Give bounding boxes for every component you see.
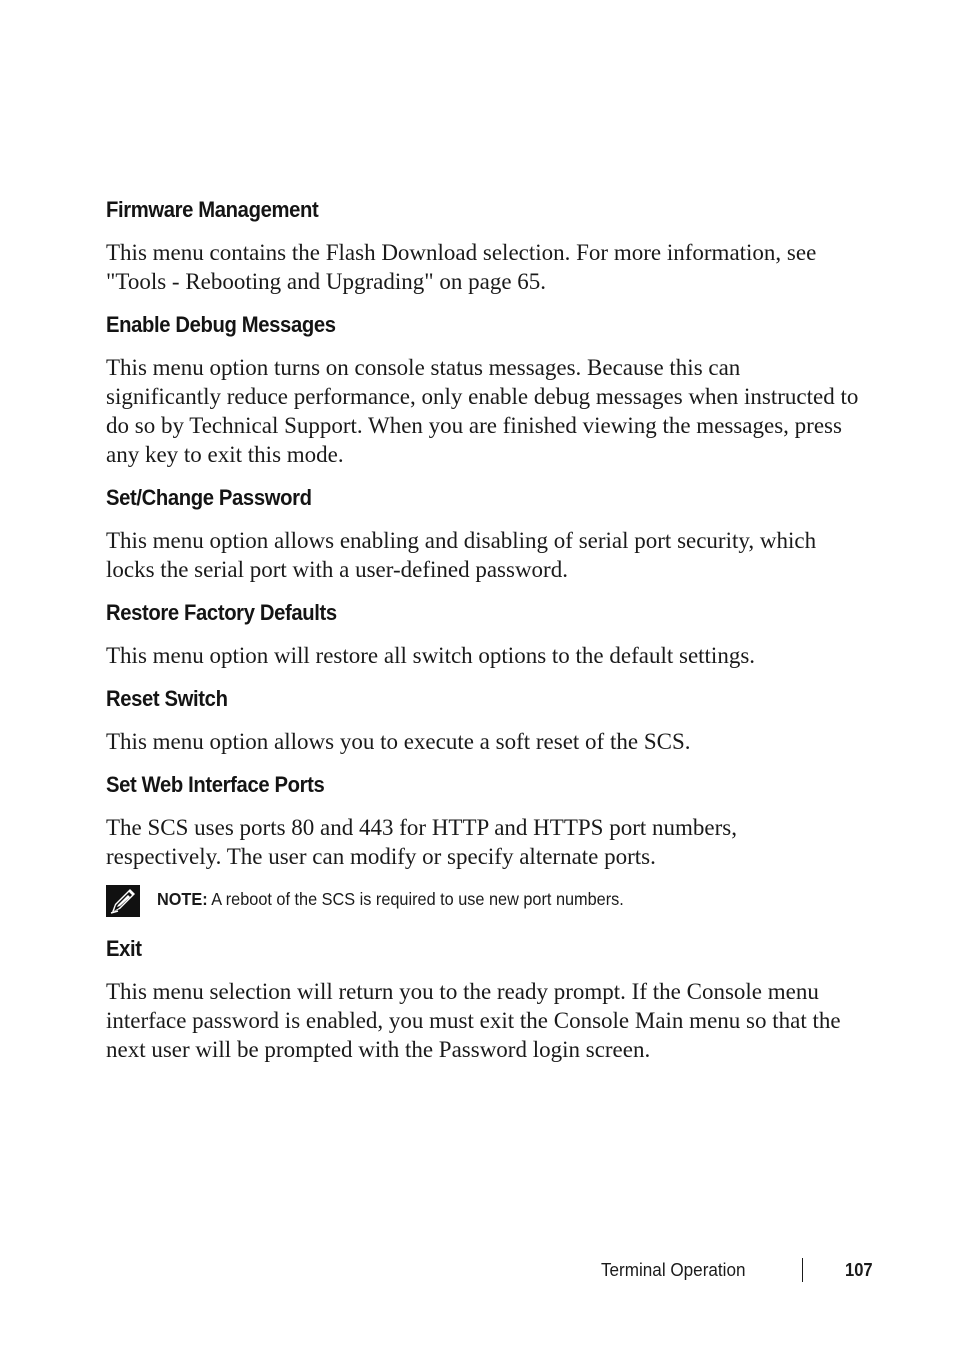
section-heading: Enable Debug Messages (106, 312, 336, 337)
section-heading: Exit (106, 936, 142, 961)
section-enable-debug-messages (106, 311, 876, 469)
section-heading: Set Web Interface Ports (106, 772, 325, 797)
section-heading: Reset Switch (106, 686, 228, 711)
section-exit (106, 935, 876, 1064)
section-body: This menu option turns on console status messages. Because this can significantly reduce performance, only enable debug messages when instructed to do so by Technical Support. When you are finished viewing the messages, press any key to exit this mode. (106, 355, 859, 467)
section-heading: Firmware Management (106, 197, 319, 222)
section-reset-switch (106, 685, 876, 756)
section-body: The SCS uses ports 80 and 443 for HTTP and HTTPS port numbers, respectively. The user can modify or specify alternate ports. (106, 815, 737, 869)
footer-section-title: Terminal Operation (601, 1260, 746, 1280)
section-set-web-interface-ports (106, 771, 876, 871)
page-number: 107 (845, 1260, 873, 1280)
note-text (157, 887, 624, 911)
section-body: This menu contains the Flash Download selection. For more information, see "Tools - Rebooting and Upgrading" on page 65. (106, 240, 817, 294)
note-body: A reboot of the SCS is required to use new port numbers. (207, 889, 624, 909)
section-firmware-management (106, 196, 876, 296)
page-footer (600, 1256, 880, 1284)
section-restore-factory-defaults (106, 599, 876, 670)
footer-divider (802, 1258, 803, 1282)
pencil-note-icon (106, 885, 140, 917)
section-body: This menu option allows enabling and disabling of serial port security, which locks the serial port with a user-defined password. (106, 528, 817, 582)
note-label: NOTE: (157, 889, 208, 909)
section-heading: Set/Change Password (106, 485, 312, 510)
section-body: This menu selection will return you to the ready prompt. If the Console menu interface password is enabled, you must exit the Console Main menu so that the next user will be prompted with the Password login screen. (106, 979, 841, 1062)
section-set-change-password (106, 484, 876, 584)
page-content (106, 196, 876, 1079)
section-body: This menu option will restore all switch options to the default settings. (106, 643, 756, 668)
note-callout (106, 885, 876, 917)
section-body: This menu option allows you to execute a soft reset of the SCS. (106, 729, 691, 754)
section-heading: Restore Factory Defaults (106, 600, 337, 625)
